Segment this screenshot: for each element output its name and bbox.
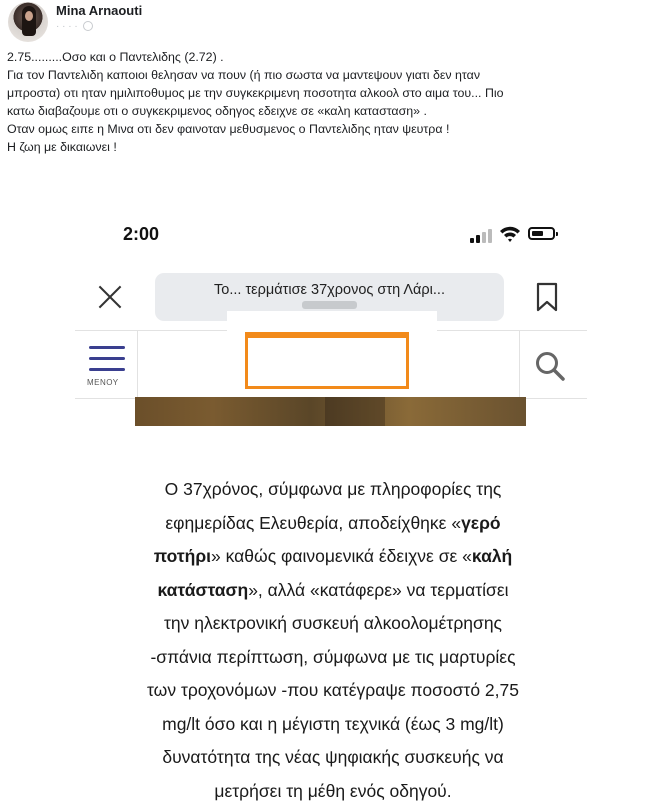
article-line xyxy=(88,540,578,574)
site-header xyxy=(75,330,587,399)
battery-icon xyxy=(528,227,555,240)
article-text-span: μετρήσει τη μέθη ενός οδηγού. xyxy=(214,780,452,801)
article-line xyxy=(88,708,578,742)
author-name[interactable]: Mina Arnaouti xyxy=(56,3,143,18)
article-text-span: των τροχονόμων -που κατέγραψε ποσοστό 2,75 xyxy=(147,680,519,700)
bookmark-icon[interactable] xyxy=(536,282,558,312)
post-line: Για τον Παντελιδη καποιοι θελησαν να πουν (ή πιο σωστα να μαντεψουν γιατι δεν ηταν xyxy=(7,68,481,82)
article-text-span: δυνατότητα της νέας ψηφιακής συσκευής να xyxy=(162,747,504,767)
article-line xyxy=(88,641,578,675)
post-line: μπροστα) οτι ηταν ημιλιποθυμος με την συγκεκριμενη ποσοτητα αλκοολ στο αιμα του... Πιο xyxy=(7,86,504,100)
article-text-span: την ηλεκτρονική συσκευή αλκοολομέτρησης xyxy=(164,613,502,633)
phone-screenshot xyxy=(48,205,614,801)
article-text-span: » καθώς φαινομενικά έδειχνε σε « xyxy=(211,546,472,566)
post-line: κατω διαβαζουμε οτι ο συγκεκριμενος οδηγος εδειχνε σε «καλη κατασταση» . xyxy=(7,104,427,118)
article-image xyxy=(135,397,526,426)
post-line: 2.75.........Οσο και ο Παντελιδης (2.72) . xyxy=(7,50,224,64)
post-header xyxy=(0,0,664,46)
article-body xyxy=(88,473,578,801)
article-line xyxy=(88,741,578,775)
article-line xyxy=(88,775,578,801)
article-line xyxy=(88,507,578,541)
post-meta: · · · · xyxy=(56,21,93,32)
site-logo-redacted[interactable] xyxy=(245,335,409,389)
article-line xyxy=(88,607,578,641)
close-icon[interactable] xyxy=(97,284,125,312)
article-text-span: καλή xyxy=(471,546,513,566)
article-line xyxy=(88,674,578,708)
avatar[interactable] xyxy=(8,2,48,42)
article-line xyxy=(88,473,578,507)
article-text-span: κατάσταση xyxy=(157,579,249,600)
post-line: Οταν ομως ειπε η Μινα οτι δεν φαινοταν μεθυσμενος ο Παντελιδης ηταν ψευτρα ! xyxy=(7,122,450,136)
article-line xyxy=(88,574,578,608)
hamburger-menu-icon[interactable] xyxy=(89,346,125,372)
signal-icon xyxy=(470,228,492,243)
article-text-span: Ο 37χρόνος, σύμφωνα με πληροφορίες της xyxy=(164,479,502,499)
article-text-span: εφημερίδας Ελευθερία, αποδείχθηκε « xyxy=(165,512,462,533)
post-text xyxy=(7,48,657,156)
post-line: Η ζωη με δικαιωνει ! xyxy=(7,140,117,154)
article-text-span: -σπάνια περίπτωση, σύμφωνα με τις μαρτυρίες xyxy=(150,646,516,667)
url-title: Το... τερμάτισε 37χρονος στη Λάρι... xyxy=(214,282,445,298)
globe-icon xyxy=(83,21,93,31)
article-text-span: ποτήρι xyxy=(153,546,212,566)
article-text-span: γερό xyxy=(461,512,501,533)
article-text-span: », αλλά «κατάφερε» να τερματίσει xyxy=(248,579,509,600)
url-domain-redacted xyxy=(302,301,357,309)
status-time: 2:00 xyxy=(123,224,160,244)
menu-label[interactable]: ΜΕΝΟΥ xyxy=(87,378,119,387)
search-icon[interactable] xyxy=(534,350,566,382)
article-text-span: mg/lt όσο και η μέγιστη τεχνικά (έως 3 mg/lt) xyxy=(162,713,504,734)
wifi-icon xyxy=(499,225,521,243)
